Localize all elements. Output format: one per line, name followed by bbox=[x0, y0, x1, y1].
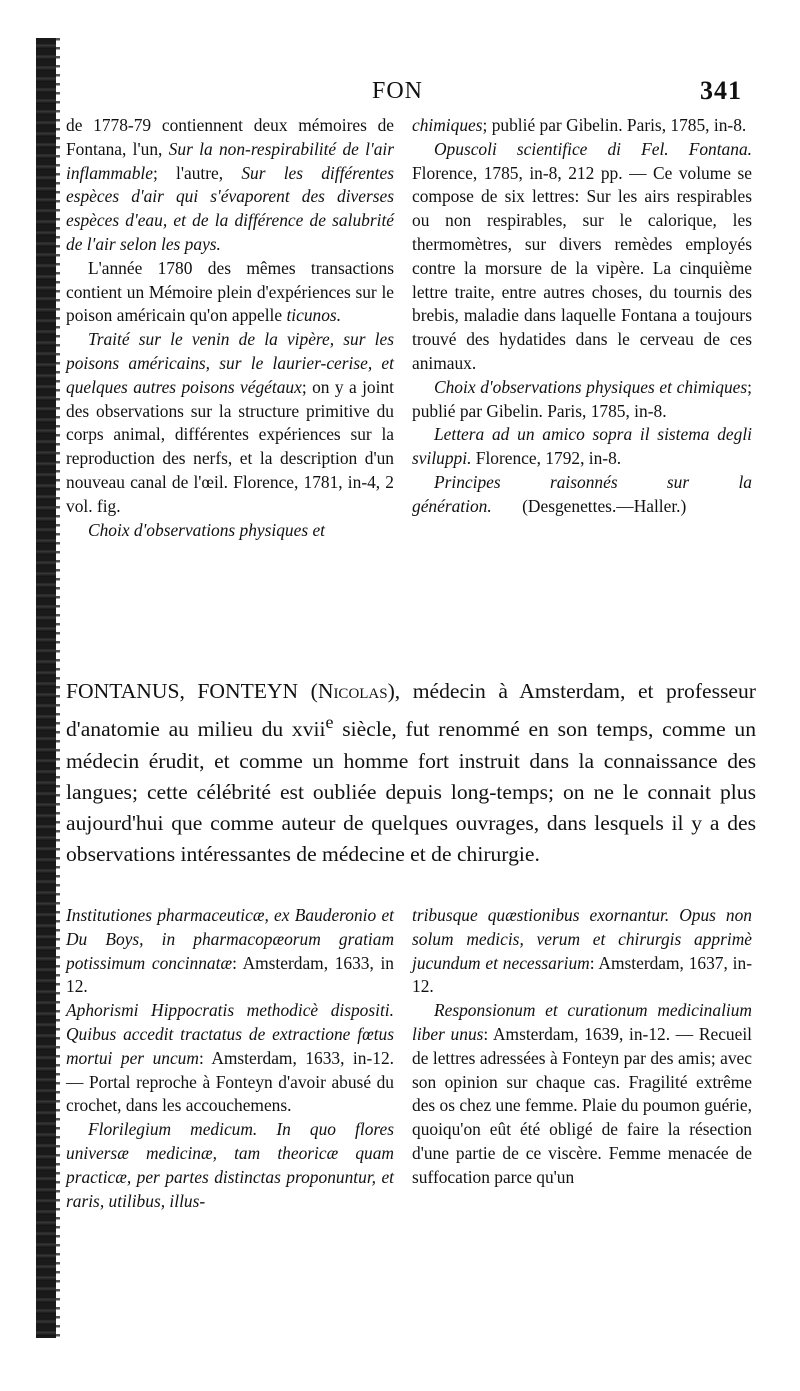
column-paragraph: Opuscoli scientifice di Fel. Fontana. Florence, 1785, in-8, 212 pp. — Ce volume se compose de six lettres: Sur les airs respirables ou non respirables, sur le calorique, les thermomètres, sur divers remèdes employés contre la morsure de la vipère. La cinquième lettre traite, entre autres choses, du tournis des brebis, maladie dans laquelle Fontana a toujours trouvé des hydatides dans le cerveau de ces animaux. bbox=[412, 138, 752, 373]
column-paragraph: Choix d'observations physiques et chimiques; publié par Gibelin. Paris, 1785, in-8. bbox=[412, 376, 752, 421]
column-paragraph: Responsionum et curationum medicinalium liber unus: Amsterdam, 1639, in-12. — Recueil de lettres adressées à Fonteyn par des amis; avec son opinion sur chaque cas. Fragilité extrême des os chez une femme. Plaie du poumon guérie, quoiqu'on eût été obligé de faire la résection d'une partie de ce viscère. Femme menacée de suffocation parce qu'un bbox=[412, 1000, 752, 1187]
running-title: FON bbox=[372, 78, 424, 104]
column-paragraph: Traité sur le venin de la vipère, sur les poisons américains, sur le laurier-cerise, et quelques autres poisons végétaux; on y a joint des observations sur la structure primitive du corps animal, différentes expériences sur la reproduction des nerfs, et la description d'un nouveau canal de l'œil. Florence, 1781, in-4, 2 vol. fig. bbox=[66, 329, 394, 516]
column-paragraph: Lettera ad un amico sopra il sistema degli sviluppi. Florence, 1792, in-8. bbox=[412, 424, 752, 469]
column-paragraph: Principes raisonnés sur la génération. (Desgenettes.—Haller.) bbox=[412, 471, 752, 516]
column-paragraph: L'année 1780 des mêmes transactions contient un Mémoire plein d'expériences sur le poison américain qu'on appelle ticunos. bbox=[66, 257, 394, 326]
upper-right-column bbox=[412, 114, 752, 519]
binding-gutter bbox=[36, 38, 56, 1338]
column-paragraph: Aphorismi Hippocratis methodicè dispositi. Quibus accedit tractatus de extractione fœtus mortui per uncum: Amsterdam, 1633, in-12. — Portal reproche à Fonteyn d'avoir abusé du crochet, dans les accouchemens. bbox=[66, 1000, 394, 1116]
upper-left-column bbox=[66, 114, 394, 542]
column-paragraph: Florilegium medicum. In quo flores universæ medicinæ, tam theoricæ quam practicæ, per partes distinctas proponuntur, et raris, utilibus, illus- bbox=[66, 1119, 394, 1211]
column-paragraph: Institutiones pharmaceuticæ, ex Bauderonio et Du Boys, in pharmacopæorum gratiam potissimum concinnatæ: Amsterdam, 1633, in 12. bbox=[66, 905, 394, 997]
running-header bbox=[0, 72, 800, 112]
article-fontanus bbox=[66, 676, 756, 870]
page-number: 341 bbox=[700, 76, 742, 105]
article-paragraph: FONTANUS, FONTEYN (Nicolas), médecin à Amsterdam, et professeur d'anatomie au milieu du xvii$^e$ siècle, fut renommé en son temps, comme un médecin érudit, et comme un homme fort instruit dans la connaissance des langues; cette célébrité est oubliée depuis long-temps; on ne le connait plus aujourd'hui que comme auteur de quelques ouvrages, dans lesquels il y a des observations intéressantes de médecine et de chirurgie. bbox=[66, 679, 756, 867]
column-paragraph: de 1778-79 contiennent deux mémoires de Fontana, l'un, Sur la non-respirabilité de l'air inflammable; l'autre, Sur les différentes espèces d'air qui s'évaporent des diverses espèces d'eau, et de la différence de salubrité de l'air selon les pays. bbox=[66, 115, 394, 254]
column-paragraph: Choix d'observations physiques et bbox=[88, 519, 326, 540]
lower-left-column bbox=[66, 904, 394, 1213]
lower-right-column bbox=[412, 904, 752, 1190]
column-paragraph: chimiques; publié par Gibelin. Paris, 1785, in-8. bbox=[412, 115, 747, 135]
column-paragraph: tribusque quæstionibus exornantur. Opus non solum medicis, verum et chirurgis apprimè jucundum et necessarium: Amsterdam, 1637, in-12. bbox=[412, 905, 752, 997]
